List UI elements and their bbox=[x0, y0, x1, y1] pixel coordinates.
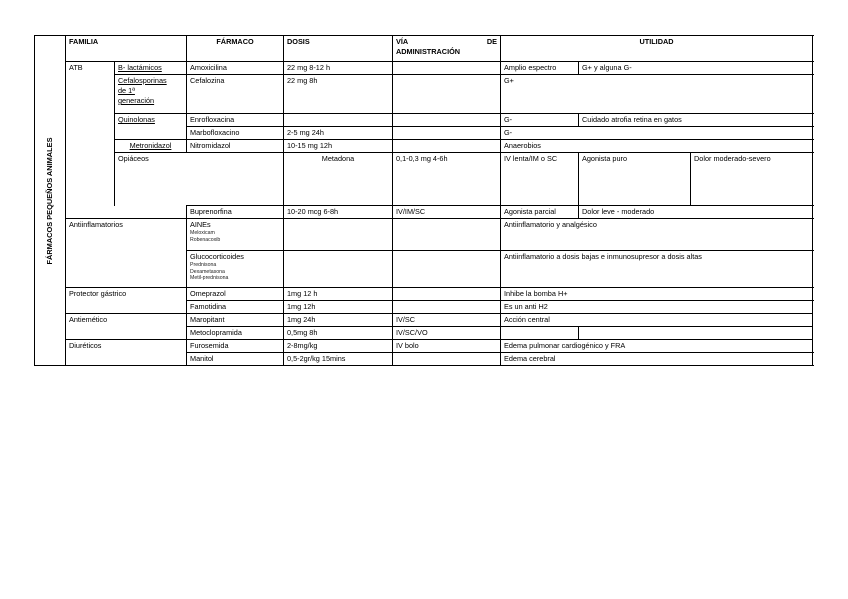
table-row bbox=[35, 153, 813, 206]
dosis-aines bbox=[284, 219, 393, 251]
via-amoxicilina bbox=[393, 62, 501, 75]
familia-protector-cont bbox=[66, 301, 187, 314]
dosis-omeprazol: 1mg 12 h bbox=[284, 288, 393, 301]
util-furosemida: Edema pulmonar cardiogénico y FRA bbox=[501, 340, 813, 353]
familia-atb: ATB bbox=[66, 62, 115, 206]
table-row bbox=[35, 340, 813, 353]
farmaco-omeprazol: Omeprazol bbox=[187, 288, 284, 301]
via-manitol bbox=[393, 353, 501, 366]
familia-diureticos-cont bbox=[66, 353, 187, 366]
util-enrofloxacina-a: G- bbox=[501, 114, 579, 127]
via-furosemida: IV bolo bbox=[393, 340, 501, 353]
util-metadona-b: Dolor moderado-severo bbox=[691, 153, 813, 206]
farmaco-manitol: Manitol bbox=[187, 353, 284, 366]
dosis-glucocorticoides bbox=[284, 251, 393, 288]
side-label: FÁRMACOS PEQUEÑOS ANIMALES bbox=[45, 136, 54, 265]
via-metadona: IV lenta/IM o SC bbox=[501, 153, 579, 206]
farmaco-aines-label: AINEs bbox=[190, 220, 211, 229]
farmaco-metoclopramida: Metoclopramida bbox=[187, 327, 284, 340]
util-nitromidazol: Anaerobios bbox=[501, 140, 813, 153]
via-famotidina bbox=[393, 301, 501, 314]
util-amoxicilina-a: Amplio espectro bbox=[501, 62, 579, 75]
via-cefalozina bbox=[393, 75, 501, 114]
table-row bbox=[35, 62, 813, 75]
dosis-furosemida: 2-8mg/kg bbox=[284, 340, 393, 353]
farmaco-prednisona: Prednisona bbox=[190, 262, 217, 268]
farmaco-metadona: Metadona bbox=[284, 153, 393, 206]
via-marbofloxacino bbox=[393, 127, 501, 140]
util-cefalozina: G+ bbox=[501, 75, 813, 114]
table-row bbox=[35, 288, 813, 301]
familia-antiinflamatorios: Antiinflamatorios bbox=[66, 219, 187, 251]
farmaco-maropitant: Maropitant bbox=[187, 314, 284, 327]
familia-antiinflamatorios-cont bbox=[66, 251, 187, 288]
util-metoclopramida-b bbox=[579, 327, 813, 340]
farmaco-dexametasona: Dexametasona bbox=[190, 268, 225, 275]
farmaco-metil-prednisona: Metil-prednisona bbox=[190, 275, 229, 282]
header-farmaco: FÁRMACO bbox=[187, 36, 284, 62]
util-marbofloxacino: G- bbox=[501, 127, 813, 140]
subfamilia-b-lactamicos: B- lactámicos bbox=[115, 62, 187, 75]
farmaco-enrofloxacina: Enrofloxacina bbox=[187, 114, 284, 127]
subfamilia-cefalosporinas-1: Cefalosporinas bbox=[118, 76, 167, 85]
via-buprenorfina: IV/IM/SC bbox=[393, 206, 501, 219]
table-row bbox=[35, 140, 813, 153]
via-glucocorticoides bbox=[393, 251, 501, 288]
via-metoclopramida: IV/SC/VO bbox=[393, 327, 501, 340]
farmaco-famotidina: Famotidina bbox=[187, 301, 284, 314]
farmaco-marbofloxacino: Marbofloxacino bbox=[187, 127, 284, 140]
dosis-enrofloxacina bbox=[284, 114, 393, 127]
familia-antiemetico: Antiemético bbox=[66, 314, 187, 327]
via-omeprazol bbox=[393, 288, 501, 301]
via-maropitant: IV/SC bbox=[393, 314, 501, 327]
familia-diureticos: Diuréticos bbox=[66, 340, 187, 353]
side-label-cell bbox=[35, 36, 66, 366]
dosis-manitol: 0,5-2gr/kg 15mins bbox=[284, 353, 393, 366]
via-enrofloxacina bbox=[393, 114, 501, 127]
farmaco-furosemida: Furosemida bbox=[187, 340, 284, 353]
drug-table-sheet bbox=[34, 35, 812, 363]
dosis-metoclopramida: 0,5mg 8h bbox=[284, 327, 393, 340]
util-enrofloxacina-b: Cuidado atrofia retina en gatos bbox=[579, 114, 813, 127]
dosis-cefalozina: 22 mg 8h bbox=[284, 75, 393, 114]
table-row bbox=[35, 301, 813, 314]
subfamilia-quinolonas: Quinolonas bbox=[115, 114, 187, 127]
header-row bbox=[35, 36, 813, 62]
farmaco-buprenorfina: Buprenorfina bbox=[187, 206, 284, 219]
util-omeprazol: Inhibe la bomba H+ bbox=[501, 288, 813, 301]
util-glucocorticoides: Antiinflamatorio a dosis bajas e inmunosupresor a dosis altas bbox=[501, 251, 813, 288]
dosis-famotidina: 1mg 12h bbox=[284, 301, 393, 314]
farmaco-amoxicilina: Amoxicilina bbox=[187, 62, 284, 75]
util-manitol: Edema cerebral bbox=[501, 353, 813, 366]
header-familia: FAMILIA bbox=[66, 36, 187, 62]
subfamilia-metronidazol: Metronidazol bbox=[115, 140, 187, 153]
dosis-nitromidazol: 10-15 mg 12h bbox=[284, 140, 393, 153]
farmaco-glucocorticoides-label: Glucocorticoides bbox=[190, 252, 244, 261]
dosis-metadona: 0,1-0,3 mg 4-6h bbox=[393, 153, 501, 206]
header-via-de: DE bbox=[486, 37, 497, 46]
table-row bbox=[35, 353, 813, 366]
util-maropitant: Acción central bbox=[501, 314, 813, 327]
dosis-amoxicilina: 22 mg 8-12 h bbox=[284, 62, 393, 75]
farmaco-meloxicam: Meloxicam bbox=[190, 230, 215, 236]
util-buprenorfina-a: Agonista parcial bbox=[501, 206, 579, 219]
farmaco-aines bbox=[187, 219, 284, 251]
subfamilia-cefalosporinas bbox=[115, 75, 187, 114]
dosis-maropitant: 1mg 24h bbox=[284, 314, 393, 327]
familia-opiaceos: Opiáceos bbox=[115, 153, 284, 206]
header-via-admin: ADMINISTRACIÓN bbox=[396, 47, 461, 56]
via-nitromidazol bbox=[393, 140, 501, 153]
header-via bbox=[393, 36, 501, 62]
util-amoxicilina-b: G+ y alguna G- bbox=[579, 62, 813, 75]
familia-antiemetico-cont bbox=[66, 327, 187, 340]
table-row bbox=[35, 114, 813, 127]
drug-table bbox=[34, 35, 813, 366]
util-metoclopramida-a bbox=[501, 327, 579, 340]
header-via-word: VÍA bbox=[396, 37, 409, 46]
header-dosis: DOSIS bbox=[284, 36, 393, 62]
header-utilidad: UTILIDAD bbox=[501, 36, 813, 62]
dosis-marbofloxacino: 2-5 mg 24h bbox=[284, 127, 393, 140]
via-aines bbox=[393, 219, 501, 251]
farmaco-nitromidazol: Nitromidazol bbox=[187, 140, 284, 153]
table-row bbox=[35, 327, 813, 340]
familia-opiaceos-cont bbox=[66, 206, 187, 219]
util-buprenorfina-b: Dolor leve - moderado bbox=[579, 206, 813, 219]
table-row bbox=[35, 251, 813, 288]
farmaco-robenacoxib: Robenacoxib bbox=[190, 236, 221, 243]
table-row bbox=[35, 206, 813, 219]
util-metadona-a: Agonista puro bbox=[579, 153, 691, 206]
familia-protector: Protector gástrico bbox=[66, 288, 187, 301]
subfamilia-cefalosporinas-3: generación bbox=[118, 96, 155, 105]
util-famotidina: Es un anti H2 bbox=[501, 301, 813, 314]
farmaco-cefalozina: Cefalozina bbox=[187, 75, 284, 114]
subfamilia-cefalosporinas-2: de 1ª bbox=[118, 86, 135, 95]
dosis-buprenorfina: 10-20 mcg 6-8h bbox=[284, 206, 393, 219]
util-aines: Antiinflamatorio y analgésico bbox=[501, 219, 813, 251]
subfamilia-quinolonas-cont bbox=[115, 127, 187, 140]
table-row bbox=[35, 75, 813, 114]
table-row bbox=[35, 314, 813, 327]
table-row bbox=[35, 127, 813, 140]
farmaco-glucocorticoides bbox=[187, 251, 284, 288]
table-row bbox=[35, 219, 813, 251]
